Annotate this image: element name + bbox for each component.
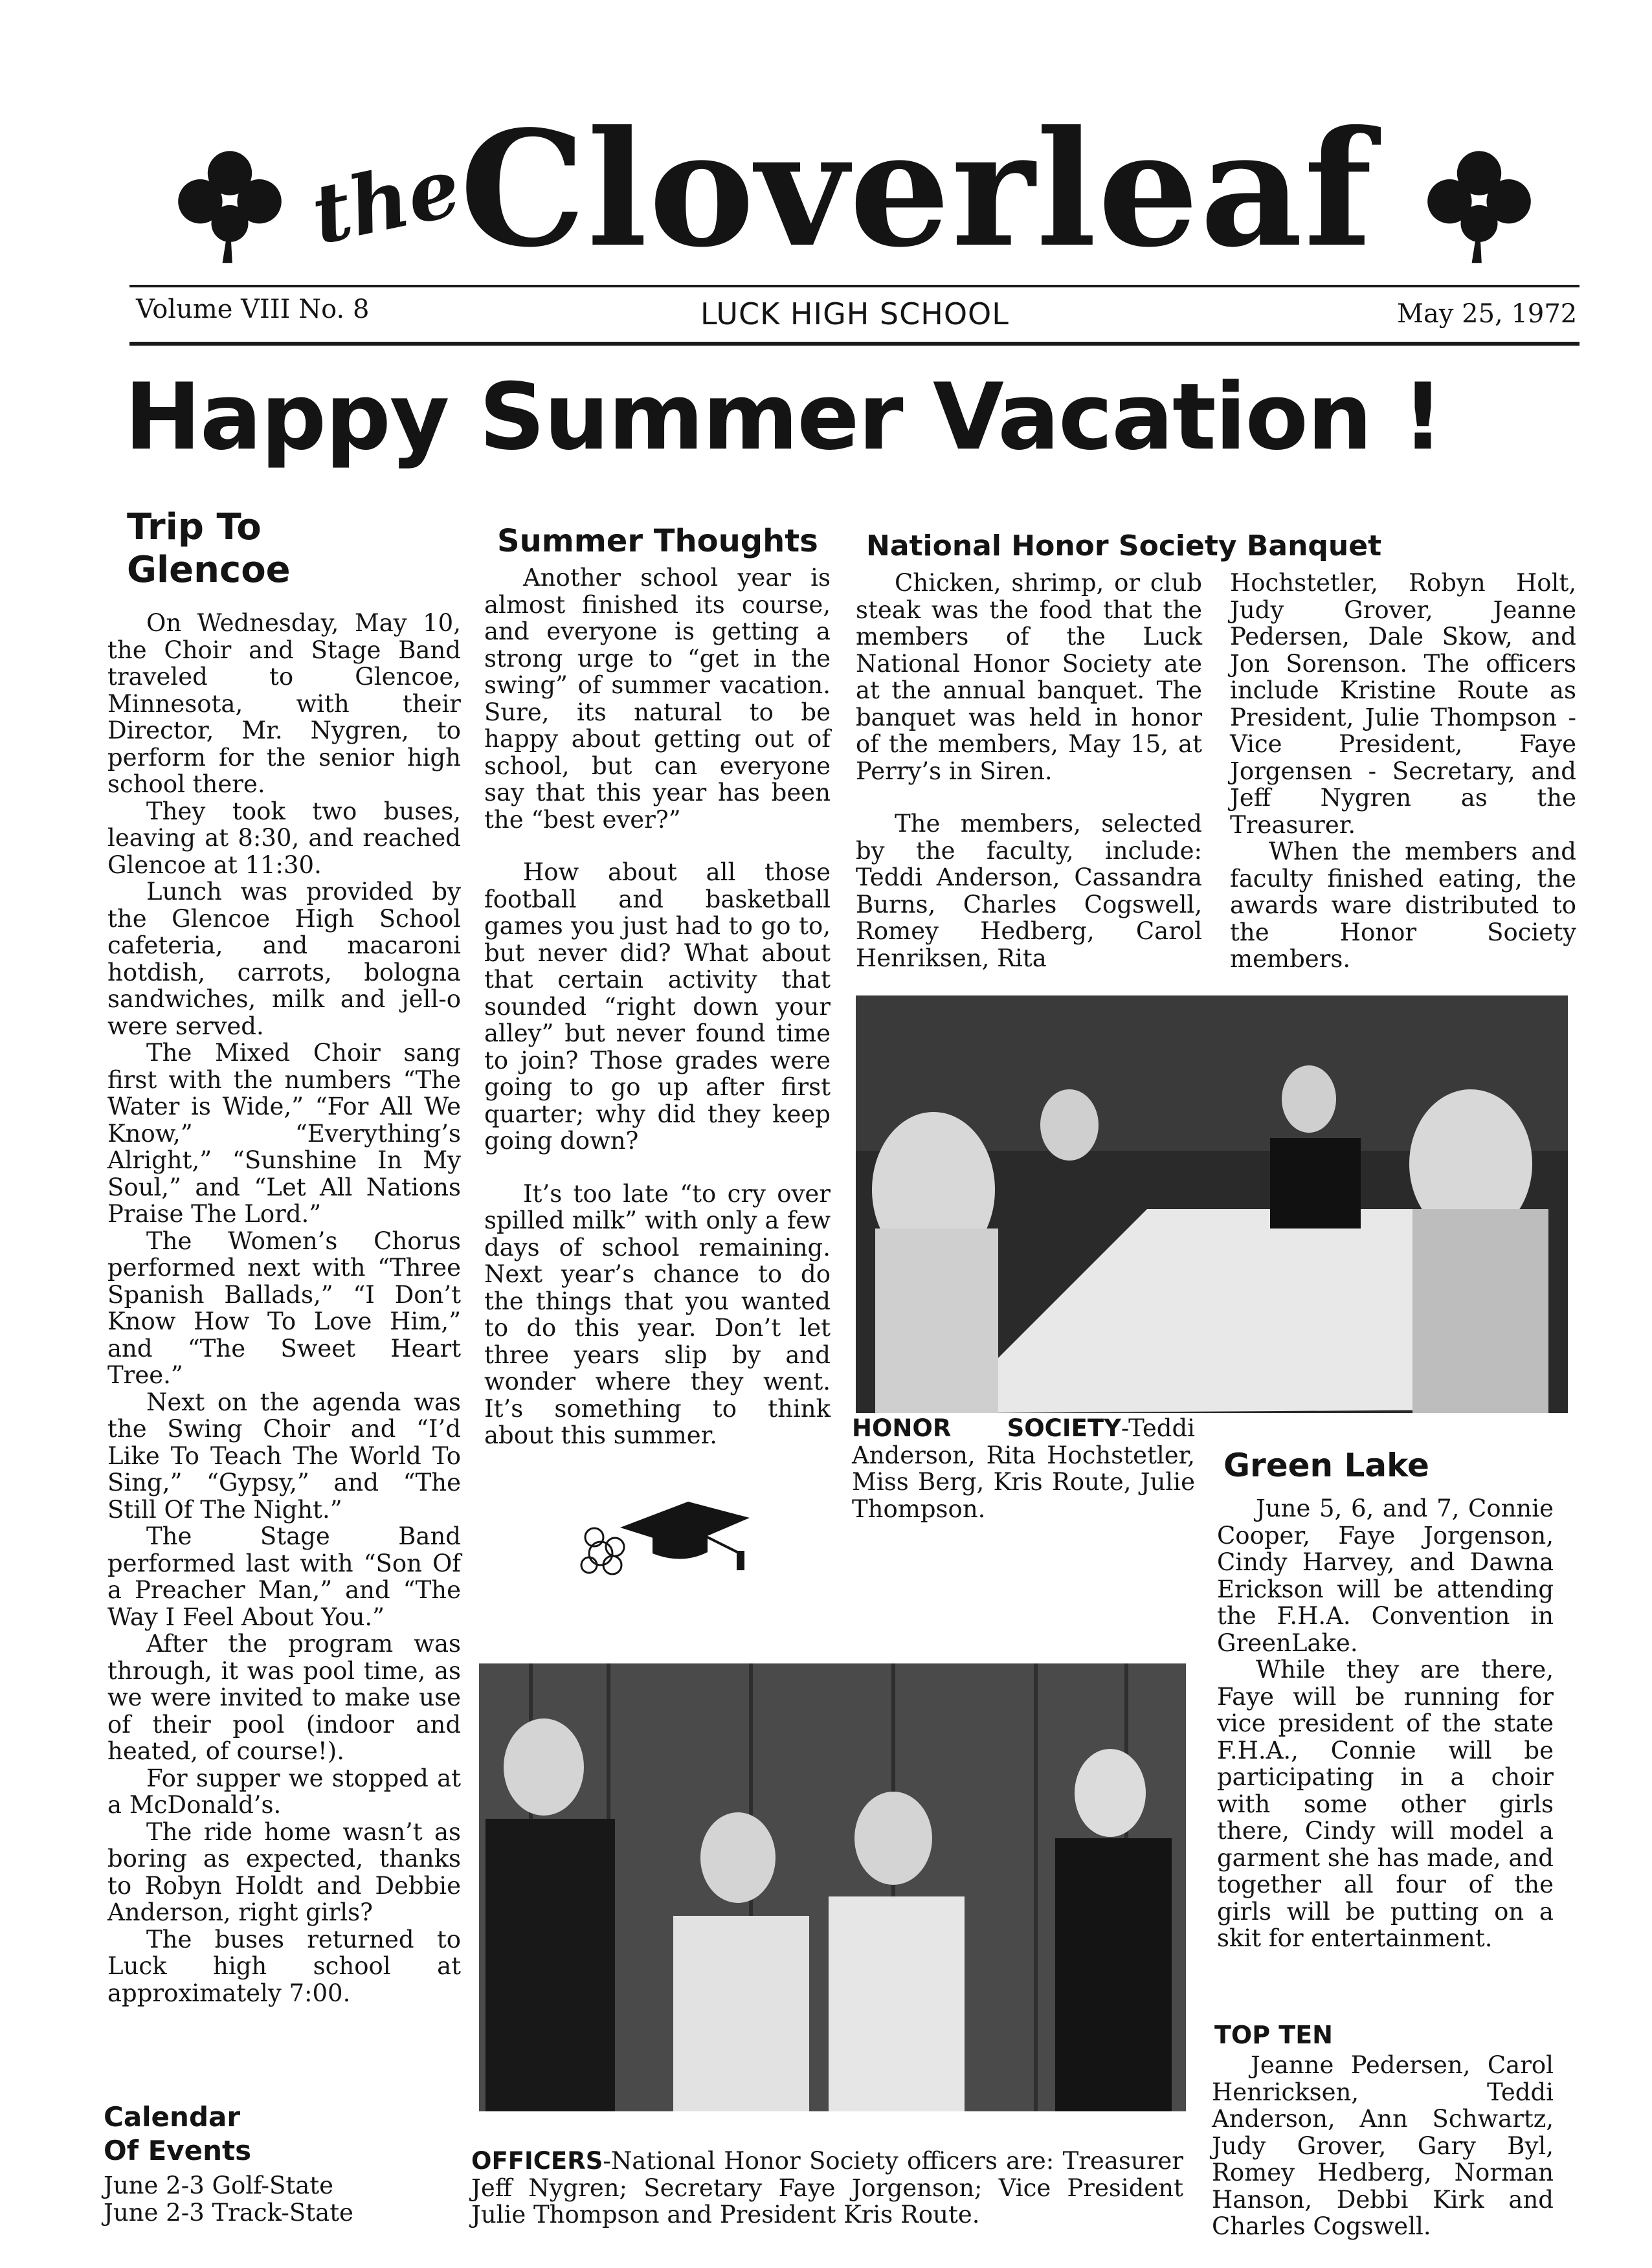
topten-text: Jeanne Pedersen, Carol Henricksen, Teddi Anderson, Ann Schwartz, Judy Grover, Gary Byl, Romey Hedberg, Norman Hanson, Debbi Kirk and Charles Cogswell. (1212, 2051, 1554, 2240)
summer-paragraph: It’s too late “to cry over spilled milk” with only a few days of school remaining. Next year’s chance to do the things that you wanted to do this year. Don’t let three years slip by and wonder where they went. It’s something to think about this summer. (484, 1179, 831, 1449)
trip-heading-line2: Glencoe (127, 549, 291, 591)
school-name: LUCK HIGH SCHOOL (700, 296, 1009, 331)
trip-paragraph: For supper we stopped at a McDonald’s. (107, 1764, 461, 1819)
nhs-paragraph: Chicken, shrimp, or club steak was the food that the members of the Luck National Honor Society ate at the annual banquet. The banquet was held in honor of the members, May 15, at Perry’s in Siren. (856, 569, 1202, 785)
trip-paragraph: Lunch was provided by the Glencoe High School cafeteria, and macaroni hotdish, carrots, bologna sandwiches, milk and jell-o were served. (107, 878, 461, 1040)
greenlake-paragraph: While they are there, Faye will be running for vice president of the state F.H.A., Connie will be participating in a choir with some other girls there, Cindy will model a garment she has made, and together all four of the girls will be putting on a skit for entertainment. (1217, 1656, 1554, 1952)
trip-heading-line1: Trip To (127, 506, 262, 548)
nhs-paragraph: The members, selected by the faculty, include: Teddi Anderson, Cassandra Burns, Charles Cogswell, Romey Hedberg, Carol Henriksen, Rita (856, 810, 1202, 972)
masthead-rule-top (129, 285, 1579, 287)
nhs-heading: National Honor Society Banquet (866, 529, 1382, 562)
officers-caption (471, 2148, 1183, 2229)
summer-paragraph: Another school year is almost finished its course, and everyone is getting a strong urge to “get in the swing” of summer vacation. Sure, its natural to be happy about getting out of school, but can everyone say that this year has been the “best ever?” (484, 564, 831, 834)
trip-heading (127, 506, 291, 592)
calendar-heading-line2: Of Events (104, 2135, 252, 2166)
nhs-column-2 (1230, 570, 1576, 973)
officers-caption-text: -National Honor Society officers are: Treasurer Jeff Nygren; Secretary Faye Jorgenson; Vice President Julie Thompson and President Kris Route. (471, 2147, 1183, 2229)
trip-paragraph: The Stage Band performed last with “Son Of a Preacher Man,” and “The Way I Feel About You.” (107, 1522, 461, 1631)
calendar-item: June 2-3 Track-State (104, 2199, 353, 2227)
officers-caption-label: OFFICERS (471, 2147, 603, 2175)
trip-paragraph: After the program was through, it was pool time, as we were invited to make use of their pool (indoor and heated, of course!). (107, 1630, 461, 1765)
summer-paragraph: How about all those football and basketball games you just had to go to, but never did? What about that certain activity that sounded “right down your alley” but never found time to join? Those grades were going to go up after first quarter; why did they keep going down? (484, 858, 831, 1155)
topten-list (1212, 2052, 1554, 2240)
trip-paragraph: The ride home wasn’t as boring as expected, thanks to Robyn Holdt and Debbie Anderson, right girls? (107, 1818, 461, 1926)
masthead-rule-bottom (129, 342, 1579, 346)
issue-date: May 25, 1972 (1397, 299, 1578, 329)
trip-paragraph: Next on the agenda was the Swing Choir and “I’d Like To Teach The World To Sing,” “Gypsy,” and “The Still Of The Night.” (107, 1388, 461, 1524)
calendar-heading-line1: Calendar (104, 2101, 241, 2133)
nhs-paragraph: When the members and faculty finished eating, the awards ware distributed to the Honor Society members. (1230, 838, 1576, 973)
officers-photo (479, 1663, 1186, 2111)
calendar-list (104, 2172, 353, 2227)
masthead-the: the (304, 139, 469, 263)
honor-society-photo-image (856, 995, 1568, 1413)
trip-paragraph: The Women’s Chorus performed next with “Three Spanish Ballads,” “I Don’t Know How To Love Him,” and “The Sweet Heart Tree.” (107, 1227, 461, 1389)
clover-icon (168, 142, 291, 265)
trip-paragraph: The Mixed Choir sang first with the numbers “The Water is Wide,” “For All We Know,” “Everything’s Alright,” “Sunshine In My Soul,” and “Let All Nations Praise The Lord.” (107, 1039, 461, 1228)
nhs-paragraph: Hochstetler, Robyn Holt, Judy Grover, Jeanne Pedersen, Dale Skow, and Jon Sorenson. The officers include Kristine Route as President, Julie Thompson - Vice President, Faye Jorgensen - Secretary, and Jeff Nygren as the Treasurer. (1230, 569, 1576, 839)
volume-number: Volume VIII No. 8 (136, 295, 370, 324)
summer-heading: Summer Thoughts (497, 523, 818, 559)
clover-icon (1418, 142, 1541, 265)
trip-paragraph: The buses returned to Luck high school at approximately 7:00. (107, 1925, 461, 2007)
honor-society-caption (852, 1415, 1195, 1522)
greenlake-paragraph: June 5, 6, and 7, Connie Cooper, Faye Jorgenson, Cindy Harvey, and Dawna Erickson will be attending the F.H.A. Convention in GreenLake. (1217, 1495, 1554, 1657)
summer-article (484, 564, 831, 1449)
topten-heading: TOP TEN (1214, 2021, 1333, 2049)
graduation-cap-icon (575, 1489, 763, 1586)
greenlake-heading: Green Lake (1223, 1447, 1429, 1484)
masthead-title: Cloverleaf (460, 96, 1374, 282)
honor-society-photo (856, 995, 1568, 1413)
trip-article (107, 610, 461, 2007)
honor-caption-label: HONOR SOCIETY (852, 1414, 1121, 1442)
calendar-heading (104, 2100, 251, 2168)
trip-paragraph: They took two buses, leaving at 8:30, and reached Glencoe at 11:30. (107, 797, 461, 879)
page-headline: Happy Summer Vacation ! (124, 364, 1443, 471)
masthead (129, 91, 1560, 285)
greenlake-article (1217, 1495, 1554, 1952)
calendar-item: June 2-3 Golf-State (104, 2172, 334, 2199)
honor-caption-text: -Teddi Anderson, Rita Hochstetler, Miss Berg, Kris Route, Julie Thompson. (852, 1414, 1195, 1523)
nhs-column-1 (856, 570, 1202, 972)
officers-photo-image (479, 1663, 1186, 2111)
trip-paragraph: On Wednesday, May 10, the Choir and Stage Band traveled to Glencoe, Minnesota, with their Director, Mr. Nygren, to perform for the senior high school there. (107, 609, 461, 798)
